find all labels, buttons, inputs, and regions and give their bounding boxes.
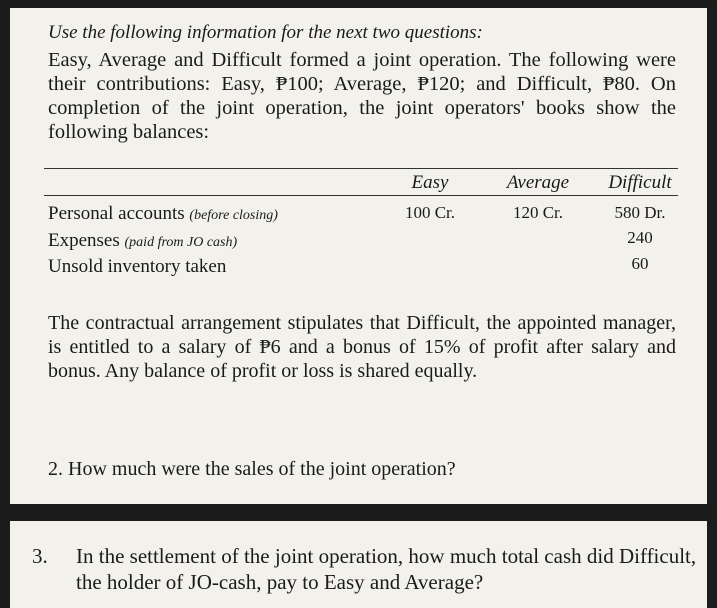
table-row-label: Unsold inventory taken: [48, 256, 227, 277]
cell-difficult: 580 Dr.: [614, 203, 666, 222]
arrangement-paragraph: The contractual arrangement stipulates that Difficult, the appointed manager, is entitled to a salary of ₱6 and a bonus of 15% of profit after salary and bonus. Any balance of profit or loss is shared equally.: [48, 312, 676, 382]
table-row-label: Personal accounts (before closing): [48, 203, 278, 224]
table-top-rule: [44, 168, 678, 169]
question-3-strip: [10, 521, 707, 608]
header-average: Average: [506, 172, 570, 193]
cell-difficult: 60: [631, 254, 649, 273]
intro-text: Use the following information for the next two questions:: [48, 22, 483, 43]
question-2: 2. How much were the sales of the joint operation?: [48, 458, 456, 480]
table-header-rule: [44, 195, 678, 196]
scenario-paragraph: Easy, Average and Difficult formed a joint operation. The following were their contributions: Easy, ₱100; Average, ₱120; and Difficult, ₱80. On completion of the joint operation, the joint operators' books show the following balances:: [48, 49, 676, 143]
question-3: [32, 543, 702, 595]
header-difficult: Difficult: [608, 172, 672, 193]
header-easy: Easy: [411, 172, 449, 193]
question-3-text: In the settlement of the joint operation, how much total cash did Difficult, the holder of JO-cash, pay to Easy and Average?: [76, 544, 697, 594]
cell-average: 120 Cr.: [512, 203, 564, 222]
table-row-label: Expenses (paid from JO cash): [48, 230, 238, 251]
question-page: [10, 8, 707, 504]
cell-difficult: 240: [627, 228, 653, 247]
question-3-number: 3.: [32, 544, 48, 568]
cell-easy: 100 Cr.: [404, 203, 456, 222]
